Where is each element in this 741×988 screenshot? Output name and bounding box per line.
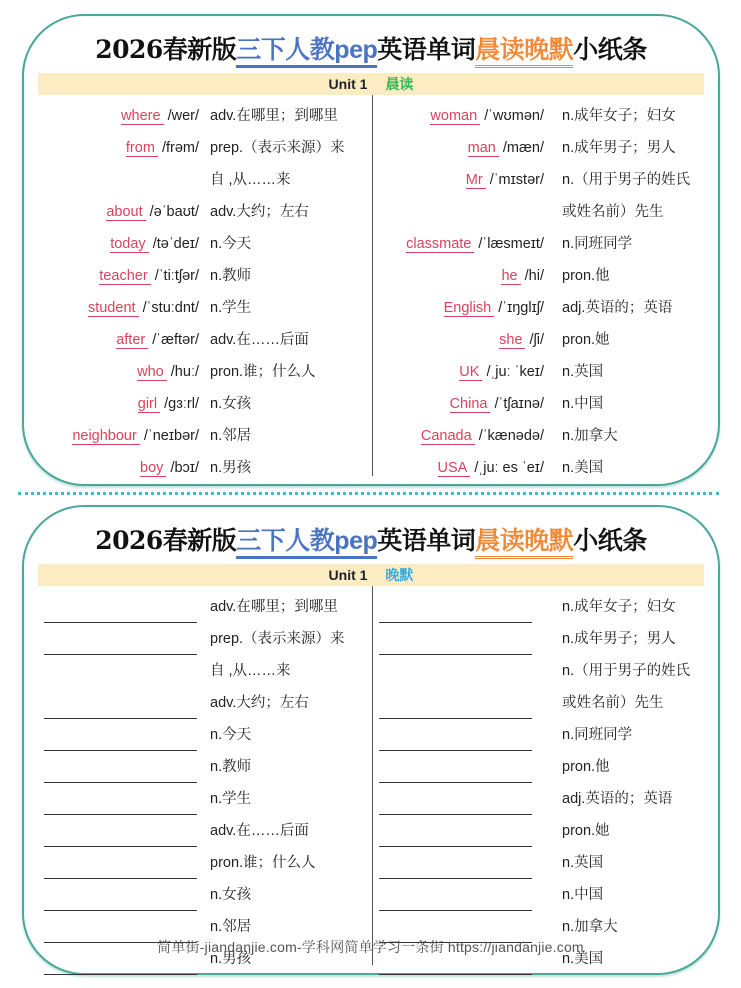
unit-header: [38, 73, 704, 95]
meaning: 或姓名前）先生: [562, 204, 664, 220]
word-cell: [444, 292, 544, 324]
meaning: 或姓名前）先生: [562, 695, 664, 711]
word-cell: [468, 132, 544, 164]
answer-blank-line[interactable]: [379, 857, 532, 879]
mode-label: 晚默: [385, 567, 414, 583]
vocab-word: who: [137, 364, 167, 381]
meaning: n.学生: [210, 300, 252, 316]
meaning: n.邻居: [210, 919, 252, 935]
meaning: n.加拿大: [562, 428, 618, 444]
answer-blank-line[interactable]: [379, 889, 532, 911]
meaning: n.女孩: [210, 396, 252, 412]
meaning: adv.在哪里；到哪里: [210, 108, 338, 124]
phonetic: /hi/: [524, 268, 544, 284]
vocab-word: classmate: [406, 236, 474, 253]
meaning: pron.她: [562, 823, 610, 839]
meaning: n.美国: [562, 951, 604, 967]
unit-label: Unit 1: [328, 567, 368, 583]
meaning: n.今天: [210, 236, 252, 252]
meaning: adv.在哪里；到哪里: [210, 599, 338, 615]
answer-blank-line[interactable]: [379, 729, 532, 751]
meaning: n.教师: [210, 759, 252, 775]
unit-header: [38, 564, 704, 586]
title-middle: 英语单词: [377, 527, 476, 555]
phonetic: /ˈæftər/: [152, 332, 199, 348]
vocab-row: [24, 196, 722, 228]
phonetic: /ˈkænədə/: [478, 428, 544, 444]
meaning: adj.英语的；英语: [562, 300, 673, 316]
vocab-word: from: [126, 140, 158, 157]
title-highlight: 晨读晚默: [475, 527, 573, 559]
vocab-word: USA: [438, 460, 471, 477]
vocab-word: she: [499, 332, 525, 349]
dictation-row: [24, 655, 722, 687]
mode-label: 晨读: [385, 76, 414, 92]
phonetic: /ˈneɪbər/: [143, 428, 199, 444]
meaning: 自 ,从……来: [210, 663, 291, 679]
dictation-row: [24, 847, 722, 879]
meaning: adv.大约；左右: [210, 695, 309, 711]
dictation-row: [24, 719, 722, 751]
vocab-word: Mr: [466, 172, 486, 189]
meaning: n.加拿大: [562, 919, 618, 935]
title-highlight: 晨读晚默: [475, 36, 573, 68]
meaning: n.邻居: [210, 428, 252, 444]
meaning: n.中国: [562, 887, 604, 903]
vocab-word: after: [116, 332, 148, 349]
vocab-row: [24, 228, 722, 260]
title-middle: 英语单词: [377, 36, 476, 64]
word-cell: [499, 324, 544, 356]
word-cell: [466, 164, 544, 196]
answer-blank-line[interactable]: [379, 825, 532, 847]
meaning: n.成年男子；男人: [562, 140, 676, 156]
evening-dictation-card: [22, 505, 720, 975]
dictation-row: [24, 815, 722, 847]
title-suffix: 小纸条: [573, 36, 647, 64]
vocab-word: UK: [459, 364, 482, 381]
meaning: n.中国: [562, 396, 604, 412]
word-cell: [430, 100, 544, 132]
meaning: prep.（表示来源）来: [210, 140, 345, 156]
dictation-row: [24, 751, 722, 783]
meaning: n.英国: [562, 364, 604, 380]
phonetic: /təˈdeɪ/: [152, 236, 199, 252]
phonetic: /huː/: [170, 364, 199, 380]
vocab-word: English: [444, 300, 495, 317]
vocab-row: [24, 164, 722, 196]
meaning: pron.她: [562, 332, 610, 348]
meaning: n.同班同学: [562, 727, 633, 743]
word-cell: [450, 388, 544, 420]
meaning: 自 ,从……来: [210, 172, 291, 188]
vocab-row: [24, 356, 722, 388]
title-prefix: 2026春新版: [95, 35, 237, 64]
dictation-row: [24, 879, 722, 911]
phonetic: /ʃi/: [529, 332, 544, 348]
word-cell: [438, 452, 545, 484]
vocab-word: teacher: [99, 268, 150, 285]
phonetic: /ˌjuː ˈkeɪ/: [486, 364, 544, 380]
vocab-row: [24, 260, 722, 292]
meaning: n.今天: [210, 727, 252, 743]
meaning: n.（用于男子的姓氏: [562, 172, 691, 188]
phonetic: /ˌjuː es ˈeɪ/: [474, 460, 544, 476]
answer-blank-line[interactable]: [379, 793, 532, 815]
word-cell: [421, 420, 544, 452]
meaning: adv.大约；左右: [210, 204, 309, 220]
vocab-row: [24, 324, 722, 356]
meaning: n.成年女子；妇女: [562, 599, 676, 615]
title-edition: 三下人教pep: [236, 36, 377, 68]
meaning: n.成年男子；男人: [562, 631, 676, 647]
cut-line-separator: [18, 492, 719, 495]
meaning: pron.他: [562, 759, 610, 775]
vocab-row: [24, 132, 722, 164]
vocab-row: [24, 388, 722, 420]
word-cell: [501, 260, 544, 292]
vocab-word: about: [106, 204, 145, 221]
word-cell: [459, 356, 544, 388]
meaning: pron.他: [562, 268, 610, 284]
vocab-word: girl: [138, 396, 160, 413]
phonetic: /ˈtiːtʃər/: [154, 268, 199, 284]
meaning: adv.在……后面: [210, 823, 309, 839]
morning-reading-card: [22, 14, 720, 486]
vocab-row: [24, 292, 722, 324]
word-cell: [406, 228, 544, 260]
vocab-word: boy: [140, 460, 166, 477]
dictation-row: [24, 623, 722, 655]
phonetic: /bɔɪ/: [170, 460, 199, 476]
phonetic: /ˈmɪstər/: [489, 172, 544, 188]
vocab-word: Canada: [421, 428, 475, 445]
dictation-row: [24, 591, 722, 623]
meaning: n.同班同学: [562, 236, 633, 252]
phonetic: /gɜːrl/: [164, 396, 199, 412]
page-title: [24, 30, 718, 66]
dictation-row: [24, 783, 722, 815]
meaning: n.男孩: [210, 460, 252, 476]
watermark: 简单街-jiandanjie.com-学科网简单学习一条街 https://jiandanjie.com: [157, 939, 584, 955]
meaning: n.男孩: [210, 951, 252, 967]
phonetic: /əˈbaʊt/: [149, 204, 199, 220]
phonetic: /ˈwʊmən/: [484, 108, 544, 124]
title-edition: 三下人教pep: [236, 527, 377, 559]
vocab-row: [24, 452, 722, 484]
phonetic: /ˈlæsmeɪt/: [478, 236, 544, 252]
answer-blank-line[interactable]: [379, 761, 532, 783]
meaning: n.女孩: [210, 887, 252, 903]
meaning: adv.在……后面: [210, 332, 309, 348]
vocab-row: [24, 420, 722, 452]
meaning: pron.谁；什么人: [210, 364, 316, 380]
meaning: pron.谁；什么人: [210, 855, 316, 871]
vocab-word: today: [110, 236, 148, 253]
phonetic: /ˈɪŋglɪʃ/: [498, 300, 544, 316]
vocab-word: where: [121, 108, 164, 125]
vocab-word: student: [88, 300, 139, 317]
phonetic: /frəm/: [161, 140, 199, 156]
title-prefix: 2026春新版: [95, 526, 237, 555]
meaning: n.成年女子；妇女: [562, 108, 676, 124]
vocab-word: woman: [430, 108, 480, 125]
meaning: n.学生: [210, 791, 252, 807]
meaning: prep.（表示来源）来: [210, 631, 345, 647]
dictation-row: [24, 687, 722, 719]
phonetic: /ˈstuːdnt/: [142, 300, 199, 316]
vocab-word: neighbour: [72, 428, 140, 445]
answer-blank-line[interactable]: [379, 633, 532, 655]
title-suffix: 小纸条: [573, 527, 647, 555]
phonetic: /ˈtʃaɪnə/: [494, 396, 544, 412]
vocab-row: [24, 100, 722, 132]
meaning: adj.英语的；英语: [562, 791, 673, 807]
phonetic: /mæn/: [502, 140, 544, 156]
meaning: n.（用于男子的姓氏: [562, 663, 691, 679]
phonetic: /wer/: [167, 108, 199, 124]
answer-blank-line[interactable]: [379, 601, 532, 623]
vocab-word: he: [501, 268, 520, 285]
vocab-word: man: [468, 140, 499, 157]
answer-blank-line[interactable]: [379, 697, 532, 719]
page-title: [24, 521, 718, 557]
meaning: n.英国: [562, 855, 604, 871]
unit-label: Unit 1: [328, 76, 368, 92]
vocab-word: China: [450, 396, 491, 413]
meaning: n.美国: [562, 460, 604, 476]
meaning: n.教师: [210, 268, 252, 284]
